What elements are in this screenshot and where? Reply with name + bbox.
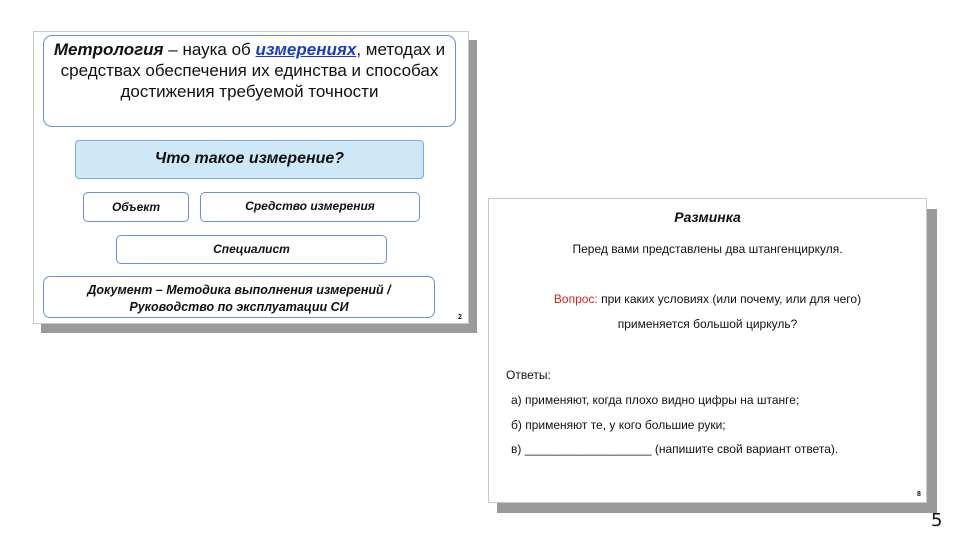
slide1-page-number: 2	[458, 314, 462, 321]
document-line2: Руководство по эксплуатации СИ	[129, 300, 349, 314]
document-text	[44, 282, 434, 316]
slide2-title: Разминка	[674, 209, 741, 225]
definition-box	[43, 35, 456, 127]
slide2-page-number: 8	[917, 491, 921, 498]
document-line1: Документ – Методика выполнения измерений /	[87, 283, 391, 297]
definition-dash: – наука об	[163, 40, 256, 59]
slide2-intro: Перед вами представлены два штангенциркуля.	[572, 242, 843, 256]
answer-c: в) ___________________ (напишите свой вариант ответа).	[511, 442, 839, 456]
slide2-question	[489, 292, 926, 306]
specialist-label: Специалист	[213, 242, 290, 256]
question-box	[75, 140, 424, 179]
object-box	[83, 192, 189, 222]
slide-warmup	[488, 198, 927, 503]
definition-text	[44, 39, 455, 102]
object-label: Объект	[111, 200, 161, 214]
tool-box	[200, 192, 420, 222]
slide2-question-line2: применяется большой циркуль?	[617, 317, 798, 331]
question-text: при каких условиях (или почему, или для чего)	[597, 292, 862, 306]
page-number: 5	[931, 510, 943, 531]
specialist-box	[116, 235, 387, 264]
document-box	[43, 276, 435, 318]
question-text: Что такое измерение?	[154, 150, 345, 167]
tool-label: Средство измерения	[245, 199, 375, 213]
answer-a: а) применяют, когда плохо видно цифры на штанге;	[511, 393, 800, 407]
answer-b: б) применяют те, у кого большие руки;	[511, 418, 726, 432]
question-label: Вопрос:	[553, 292, 598, 306]
definition-keyword: измерениях	[255, 40, 357, 59]
definition-term: Метрология	[53, 40, 164, 59]
answers-label: Ответы:	[506, 368, 551, 382]
definition-rest: , методах и средствах обеспечения их единства и способах достижения требуемой точности	[60, 40, 446, 101]
slide-metrology	[33, 31, 469, 324]
